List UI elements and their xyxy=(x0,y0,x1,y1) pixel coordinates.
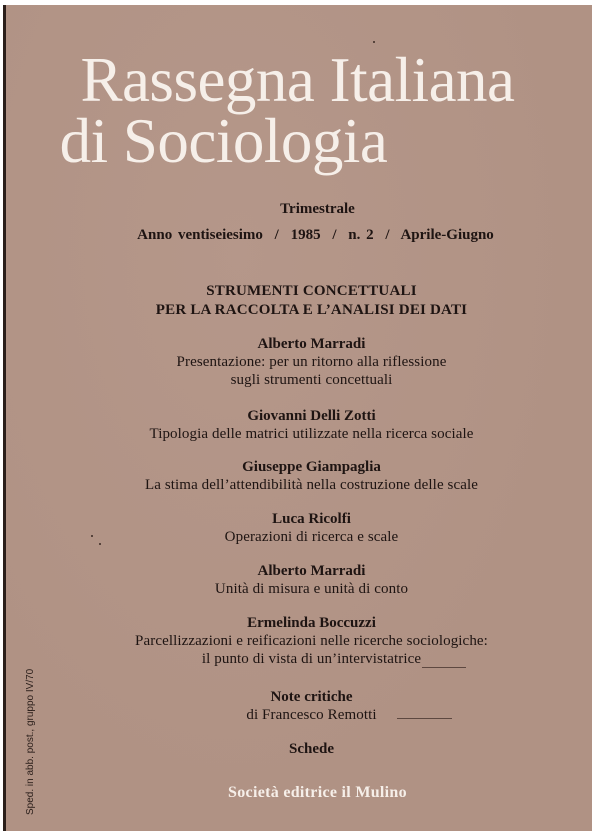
issue-year: Anno ventiseiesimo xyxy=(137,227,263,243)
article-author: Giuseppe Giampaglia xyxy=(242,459,381,475)
divider-rule xyxy=(397,718,452,719)
section-heading xyxy=(17,282,592,320)
article-title: La stima dell’attendibilità nella costruzione delle scale xyxy=(144,477,479,493)
article-author: Alberto Marradi xyxy=(257,563,366,579)
divider-rule xyxy=(422,667,466,668)
section-label-note-critiche: Note critiche xyxy=(270,689,353,705)
article-title: Unità di misura e unità di conto xyxy=(214,581,409,597)
publisher-name: Società editrice il Mulino xyxy=(228,784,407,801)
article-entry xyxy=(17,407,592,443)
journal-title-line1: Rassegna Italiana xyxy=(80,45,515,115)
frequency-label: Trimestrale xyxy=(280,201,355,217)
article-entry xyxy=(17,688,592,724)
article-entry xyxy=(17,740,592,758)
article-title: Presentazione: per un ritorno alla riflessione xyxy=(176,354,447,370)
journal-title-line2: di Sociologia xyxy=(59,106,388,176)
article-title: Operazioni di ricerca e scale xyxy=(224,529,399,545)
article-author: Luca Ricolfi xyxy=(272,511,351,527)
section-label-schede: Schede xyxy=(289,741,334,757)
article-author: Ermelinda Boccuzzi xyxy=(247,615,376,631)
issue-line xyxy=(21,227,592,244)
issue-number: n. 2 xyxy=(348,227,374,243)
article-title: Parcellizzazioni e reificazioni nelle ricerche sociologiche: xyxy=(135,633,488,649)
issue-months: Aprile-Giugno xyxy=(400,227,494,243)
article-entry xyxy=(17,335,592,389)
article-entry xyxy=(17,458,592,494)
article-author: Giovanni Delli Zotti xyxy=(247,408,376,424)
article-entry xyxy=(17,614,592,668)
article-title: Tipologia delle matrici utilizzate nella ricerca sociale xyxy=(149,426,474,442)
issue-separator: / xyxy=(274,227,279,243)
issue-separator: / xyxy=(332,227,337,243)
article-entry xyxy=(17,562,592,598)
section-heading-line2: PER LA RACCOLTA E L’ANALISI DEI DATI xyxy=(155,302,468,318)
journal-cover xyxy=(3,5,592,831)
print-speck xyxy=(99,543,101,545)
issue-year-number: 1985 xyxy=(290,227,321,243)
print-speck xyxy=(91,535,93,537)
article-title: il punto di vista di un’intervistatrice xyxy=(201,651,422,667)
article-author: Alberto Marradi xyxy=(257,336,366,352)
article-entry xyxy=(17,510,592,546)
postal-note: Sped. in abb. post., gruppo IV/70 xyxy=(25,668,36,815)
article-title: sugli strumenti concettuali xyxy=(230,372,393,388)
issue-separator: / xyxy=(385,227,390,243)
section-heading-line1: STRUMENTI CONCETTUALI xyxy=(206,283,417,299)
print-speck xyxy=(373,41,375,43)
article-title: di Francesco Remotti xyxy=(246,707,377,723)
